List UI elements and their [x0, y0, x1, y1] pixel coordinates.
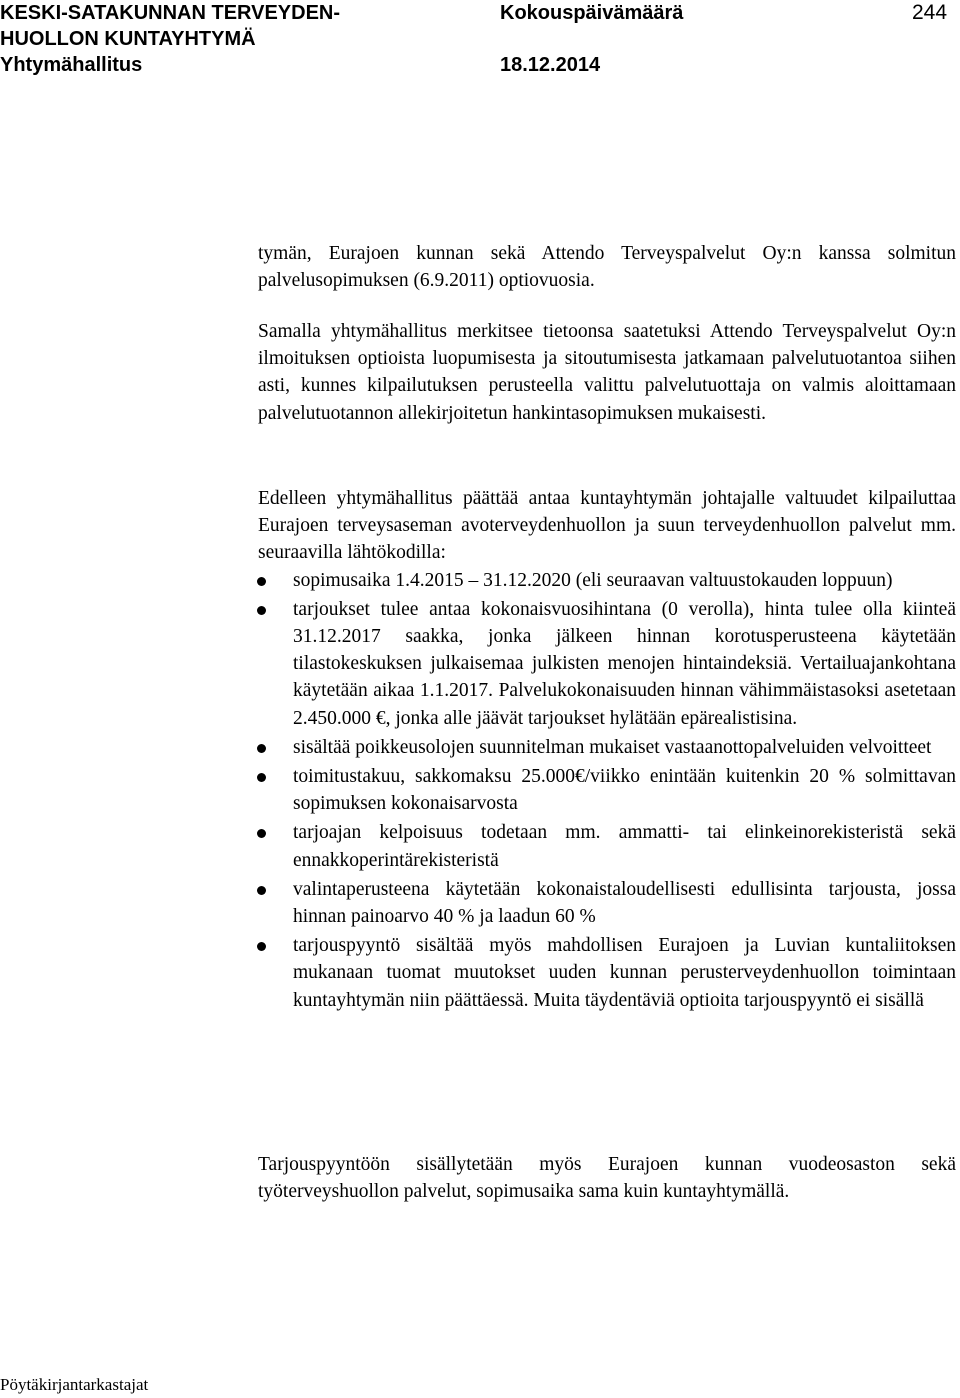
- list-item-text: sopimusaika 1.4.2015 – 31.12.2020 (eli seuraavan valtuustokauden loppuun): [293, 569, 893, 591]
- list-item: [258, 567, 956, 594]
- paragraph-decision: [258, 485, 956, 1014]
- footer-label: Pöytäkirjantarkastajat: [0, 1375, 149, 1394]
- paragraph-notice-text: Samalla yhtymähallitus merkitsee tietoonsa saatetuksi Attendo Terveyspalvelut Oy:n ilmoituksen optioista luopumisesta ja sitoutumisesta jatkamaan palvelutuotantoa siihen asti, kunnes kilpailutuksen perusteella valittu palvelutuottaja on valmis aloittamaan palvelutuotannon allekirjoitetun hankintasopimuksen mukaisesti.: [258, 321, 956, 424]
- list-item-text: tarjouspyyntö sisältää myös mahdollisen Eurajoen ja Luvian kuntaliitoksen mukanaan tuomat muutokset uuden kunnan perusterveydenhuollon toimintaan kuntayhtymän niin päättäessä. Muita täydentäviä optioita tarjouspyyntö ei sisällä: [293, 935, 956, 1011]
- bullet-icon: [257, 942, 266, 951]
- paragraph-additional-text: Tarjouspyyntöön sisällytetään myös Eurajoen kunnan vuodeosaston sekä työterveyshuollon palvelut, sopimusaika sama kuin kuntayhtymällä.: [258, 1154, 956, 1203]
- org-line-1: KESKI-SATAKUNNAN TERVEYDEN-: [0, 2, 341, 24]
- bullet-icon: [257, 577, 266, 586]
- list-item: [258, 734, 956, 761]
- continuation-text: tymän, Eurajoen kunnan sekä Attendo Terveyspalvelut Oy:n kanssa solmitun palvelusopimuksen (6.9.2011) optiovuosia.: [258, 243, 956, 292]
- list-item-text: tarjoukset tulee antaa kokonaisvuosihintana (0 verolla), hinta tulee olla kiinteä 31.12.2017 saakka, jonka jälkeen hinnan korotusperusteena käytetään tilastokeskuksen julkaisemaa julkisten menojen hintaindeksiä. Vertailuajankohtana käytetään aikaa 1.1.2017. Palvelukokonaisuuden hinnan vähimmäistasoksi asetetaan 2.450.000 €, jonka alle jäävät tarjoukset hylätään epärealistisina.: [293, 598, 956, 729]
- paragraph-decision-text: Edelleen yhtymähallitus päättää antaa kuntayhtymän johtajalle valtuudet kilpailuttaa Eurajoen terveysaseman avoterveydenhuollon ja suun terveydenhuollon palvelut mm. seuraavilla lähtökodilla:: [258, 488, 956, 564]
- organization-name: [0, 0, 340, 78]
- paragraph-notice: [258, 318, 956, 427]
- list-item: [258, 932, 956, 1014]
- bullet-icon: [257, 606, 266, 615]
- list-item: [258, 819, 956, 873]
- bullet-icon: [257, 744, 266, 753]
- criteria-list: [258, 567, 956, 1014]
- meeting-date-value: 18.12.2014: [500, 54, 601, 76]
- meeting-date-block: [500, 0, 683, 78]
- page-number: 244: [912, 1, 948, 24]
- meeting-date-label: Kokouspäivämäärä: [500, 2, 684, 24]
- list-item-text: valintaperusteena käytetään kokonaistaloudellisesti edullisinta tarjousta, jossa hinnan painoarvo 40 % ja laadun 60 %: [293, 878, 956, 928]
- org-line-2: HUOLLON KUNTAYHTYMÄ: [0, 28, 256, 50]
- org-line-3: Yhtymähallitus: [0, 54, 143, 76]
- list-item: [258, 763, 956, 817]
- continuation-paragraph: [258, 240, 956, 294]
- paragraph-additional: [258, 1151, 956, 1205]
- bullet-icon: [257, 829, 266, 838]
- list-item-text: tarjoajan kelpoisuus todetaan mm. ammatti- tai elinkeinorekisteristä sekä ennakkoperintärekisteristä: [293, 822, 956, 871]
- list-item-text: toimitustakuu, sakkomaksu 25.000€/viikko enintään kuitenkin 20 % solmittavan sopimuksen kokonaisarvosta: [293, 766, 956, 815]
- list-item-text: sisältää poikkeusolojen suunnitelman mukaiset vastaanottopalveluiden velvoitteet: [293, 736, 932, 758]
- bullet-icon: [257, 886, 266, 895]
- list-item: [258, 876, 956, 930]
- list-item: [258, 596, 956, 732]
- bullet-icon: [257, 773, 266, 782]
